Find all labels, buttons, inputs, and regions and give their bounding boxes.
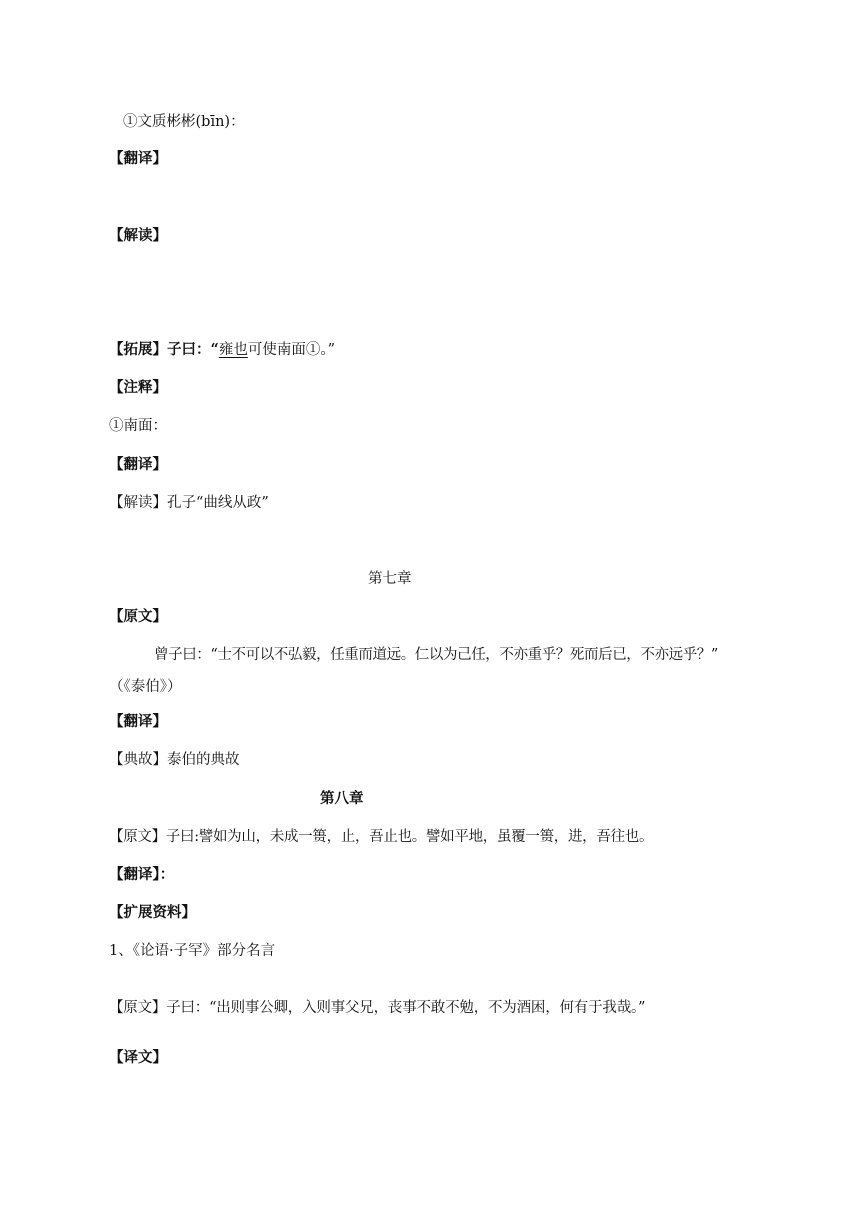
source-taibo: （《泰伯》） (109, 679, 182, 695)
extension-prefix: 【拓展】子曰：“ (109, 341, 219, 358)
interpretation-line: 【解读】孔子“曲线从政” (109, 495, 269, 511)
interpretation-heading: 【解读】 (109, 227, 167, 244)
extension-suffix: 可使南面①。” (247, 342, 336, 358)
allusion-line: 【典故】泰伯的典故 (109, 752, 240, 768)
zengzi-quote: 曾子曰：“士不可以不弘毅，任重而道远。仁以为己任，不亦重乎？死而后已，不亦远乎？” (154, 647, 718, 663)
notes-heading: 【注释】 (109, 379, 167, 396)
note-nanmian: ①南面： (109, 418, 167, 434)
zihan-quotes-heading: 1、《论语·子罕》部分名言 (109, 943, 276, 959)
translation-heading: 【翻译】 (109, 150, 167, 167)
original-text-zihan: 【原文】子曰：“出则事公卿，入则事父兄，丧事不敢不勉，不为酒困，何有于我哉。” (109, 1000, 646, 1016)
chapter-7-title: 第七章 (368, 571, 412, 587)
translation-heading-4: 【翻译】： (109, 866, 175, 883)
extended-material-heading: 【扩展资料】 (109, 904, 196, 921)
annotation-wenzhi-binbin: ①文质彬彬(bīn)： (123, 114, 245, 130)
original-text-ch8: 【原文】子曰:譬如为山，未成一篑，止，吾止也。譬如平地，虽覆一篑，进，吾往也。 (109, 829, 654, 845)
underlined-phrase: 雍也 (218, 342, 248, 358)
translation-heading-5: 【译文】 (109, 1049, 167, 1066)
original-text-heading: 【原文】 (109, 608, 167, 625)
chapter-8-title: 第八章 (320, 790, 364, 807)
extension-quote (109, 340, 335, 360)
translation-heading-2: 【翻译】 (109, 456, 167, 473)
translation-heading-3: 【翻译】 (109, 713, 167, 730)
